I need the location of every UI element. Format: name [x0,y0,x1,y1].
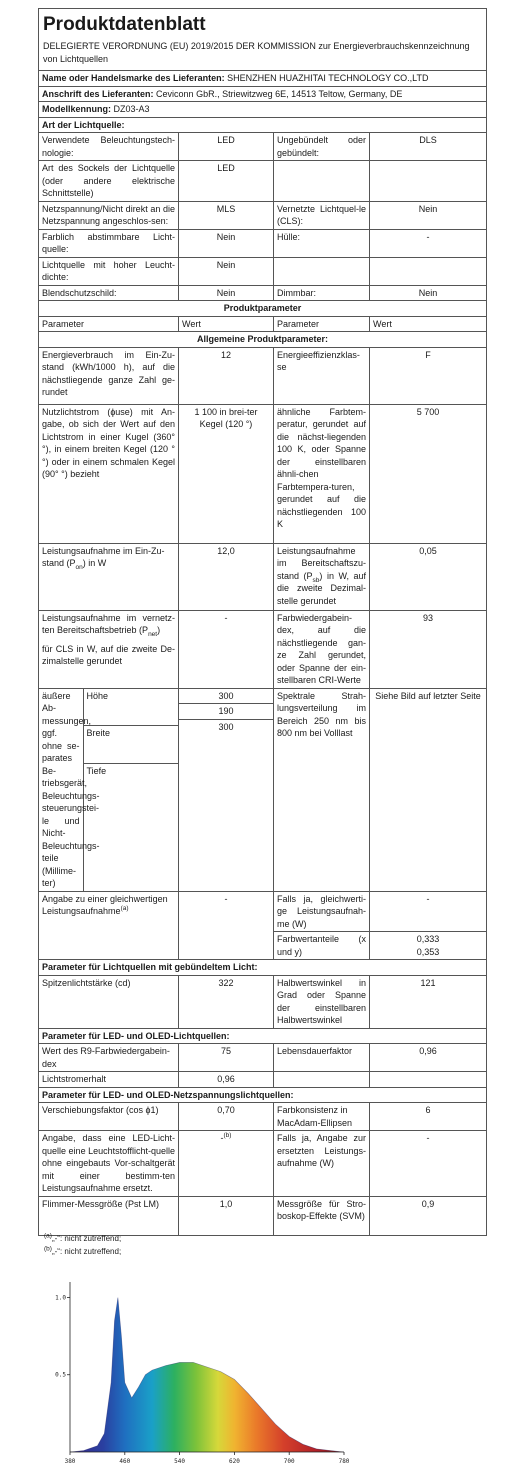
dimension-depth-label: Tiefe [86,765,107,776]
standby-power-value: 0,05 [370,543,487,610]
networked-standby-text: Leistungsaufnahme im vernetz-ten Bereitschaftsbetrieb (P [42,612,175,635]
flux-maintenance-label: Lichtstromerhalt [39,1072,179,1088]
networked-standby-subscript: net [148,630,158,638]
type-value: MLS [179,201,274,229]
value-column-header: Wert [179,316,274,332]
empty-cell [370,1072,487,1088]
type-value: LED [179,161,274,202]
replacement-value [179,1131,274,1197]
type-value: Nein [179,285,274,301]
type-label: Vernetzte Lichtquel-le (CLS): [274,201,370,229]
on-mode-power-subscript: on [75,563,83,571]
param-column-header: Parameter [39,316,179,332]
footnote-a [44,1232,121,1245]
type-label: Blendschutzschild: [39,285,179,301]
r9-value: 75 [179,1044,274,1072]
supplier-name-value: SHENZHEN HUAZHITAI TECHNOLOGY CO.,LTD [227,73,429,83]
energy-consumption-label: Energieverbrauch im Ein-Zu-stand (kWh/1000 h), auf die nächstliegende ganze Zahl ge-rundet [39,347,179,404]
lifetime-factor-label: Lebensdauerfaktor [274,1044,370,1072]
product-datasheet [38,8,486,1236]
replaced-power-value: - [370,1131,487,1197]
luminous-flux-value: 1 100 in brei-ter Kegel (120 °) [179,404,274,543]
power-row [39,543,487,610]
supplier-address-label: Anschrift des Lieferanten: [42,88,154,99]
x-tick-label: 700 [283,1458,295,1465]
displacement-factor-label: Verschiebungsfaktor (cos ɸ1) [39,1103,179,1131]
dimensions-cell [39,688,179,891]
led-heading: Parameter für LED- und OLED-Lichtquellen: [39,1028,487,1044]
equivalent-power-w-label: Falls ja, gleichwerti-ge Leistungsaufnah-me (W) [274,891,370,932]
on-mode-power-unit: ) in W [82,558,107,568]
efficiency-class-label: Energieeffizienzklas-se [274,347,370,404]
dimension-height-value: 300 [179,689,273,704]
chromaticity-value [370,932,487,960]
color-consistency-value: 6 [370,1103,487,1131]
y-tick-label: 0.5 [55,1371,66,1379]
empty-cell [274,1072,370,1088]
type-row [39,285,487,301]
on-mode-power-value: 12,0 [179,543,274,610]
type-label: Netzspannung/Nicht direkt an die Netzspannung angeschlos-sen: [39,201,179,229]
supplier-address-value: Ceviconn GbR., Striewitzweg 6E, 14513 Teltow, Germany, DE [156,88,403,99]
stroboscopic-label: Messgröße für Stro-boskop-Effekte (SVM) [274,1196,370,1235]
spectral-distribution-label: Spektrale Strah-lungsverteilung im Bereich 250 nm bis 800 nm bei Volllast [274,688,370,891]
x-tick-label: 460 [119,1458,131,1465]
model-label: Modellkennung: [42,104,111,114]
equivalent-power-value: - [179,891,274,960]
page-title: Produktdatenblatt [39,9,487,39]
x-tick-label: 540 [174,1458,186,1465]
dimension-height-label: Höhe [83,689,178,726]
flicker-value: 1,0 [179,1196,274,1235]
type-value [370,257,487,285]
dimensions-table [39,689,178,891]
spectral-distribution-value: Siehe Bild auf letzter Seite [370,688,487,891]
led-row [39,1072,487,1088]
type-label: Dimmbar: [274,285,370,301]
footnote-a-marker: (a) [120,905,129,912]
type-value: Nein [179,257,274,285]
type-value: LED [179,133,274,161]
chromaticity-x: 0,333 [416,934,440,944]
dimension-depth-value: 300 [218,721,234,732]
replaced-power-label: Falls ja, Angabe zur ersetzten Leistungs-aufnahme (W) [274,1131,370,1197]
param-column-header: Parameter [274,316,370,332]
dimensions-row [39,688,487,891]
type-value: DLS [370,133,487,161]
directional-row [39,975,487,1028]
equivalent-power-label [39,891,179,960]
replacement-dash: - [220,1133,224,1143]
flicker-label: Flimmer-Messgröße (Pst LM) [39,1196,179,1235]
standby-power-label [274,543,370,610]
cri-label: Farbwiedergabein-dex, auf die nächstliegende gan-ze Zahl gerundet, oder Spanne der ein-stellbaren CRI-Werte [274,610,370,688]
dimensions-label: äußere Ab-messungen, ggf. ohne se-parates Be-triebsgerät, Beleuchtungs-steuerungstei-le und Nicht-Beleuchtungs-teile (Millime-ter) [39,689,83,891]
type-row [39,161,487,202]
column-header-row [39,316,487,332]
value-column-header: Wert [370,316,487,332]
peak-intensity-value: 322 [179,975,274,1028]
stroboscopic-value: 0,9 [370,1196,487,1235]
standby-power-text: Leistungsaufnahme im Bereitschaftszu-stand (P [277,545,366,581]
equivalent-power-text: Angabe zu einer gleichwertigen Leistungsaufnahme [42,893,168,916]
light-source-section-heading: Art der Lichtquelle: [39,117,487,133]
type-label: Hülle: [274,229,370,257]
peak-intensity-label: Spitzenlichtstärke (cd) [39,975,179,1028]
footnote-b-text: „-“: nicht zutreffend; [51,1247,122,1256]
model-value: DZ03-A3 [113,104,150,114]
type-value: Nein [370,201,487,229]
energy-consumption-value: 12 [179,347,274,404]
replacement-label: Angabe, dass eine LED-Licht-quelle eine Leuchtstofflicht-quelle ohne eingebauts Vor-schaltgerät mit einer bestimm-ten Leistungsaufnahme ersetzt. [39,1131,179,1197]
energy-row [39,347,487,404]
beam-angle-value: 121 [370,975,487,1028]
footnote-a-mark: (a) [44,1232,52,1240]
networked-standby-label [39,610,179,688]
chromaticity-y: 0,353 [416,946,440,957]
type-row [39,257,487,285]
luminous-flux-row [39,404,487,543]
r9-label: Wert des R9-Farbwiedergabein-dex [39,1044,179,1072]
type-value: Nein [179,229,274,257]
supplier-name-row [39,71,487,87]
type-label: Farblich abstimmbare Licht-quelle: [39,229,179,257]
directional-heading: Parameter für Lichtquellen mit gebündeltem Licht: [39,960,487,976]
supplier-name-label: Name oder Handelsmarke des Lieferanten: [42,73,225,83]
type-row [39,133,487,161]
footnote-b [44,1245,121,1258]
type-row [39,201,487,229]
lifetime-factor-value: 0,96 [370,1044,487,1072]
flux-maintenance-value: 0,96 [179,1072,274,1088]
on-mode-power-label [39,543,179,610]
x-tick-label: 780 [338,1458,350,1465]
mains-row [39,1131,487,1197]
dimension-width-value: 190 [179,704,273,720]
supplier-address-row [39,86,487,102]
footnote-b-mark: (b) [44,1245,52,1253]
networked-standby-close: ) [157,625,161,635]
type-row [39,229,487,257]
color-temperature-value: 5 700 [370,404,487,543]
type-label [274,161,370,202]
footnotes [44,1232,121,1258]
networked-standby-row [39,610,487,688]
displacement-factor-value: 0,70 [179,1103,274,1131]
equivalent-power-w-value: - [370,891,487,932]
datasheet-table [38,8,487,1236]
dimension-values-table [179,689,273,847]
dimension-values-cell [179,688,274,891]
equivalent-power-row [39,891,487,932]
general-params-heading: Allgemeine Produktparameter: [39,332,487,348]
footnote-b-marker: (b) [223,1132,232,1139]
model-row [39,102,487,118]
chromaticity-label: Farbwertanteile (x und y) [274,932,370,960]
type-label: Verwendete Beleuchtungstech-nologie: [39,133,179,161]
regulation-subtitle: DELEGIERTE VERORDNUNG (EU) 2019/2015 DER KOMMISSION zur Energieverbrauchskennzeichnung von Lichtquellen [39,38,487,71]
standby-power-subscript: sb [312,576,320,584]
luminous-flux-label: Nutzlichtstrom (ɸuse) mit An-gabe, ob sich der Wert auf den Lichtstrom in einer Kugel (360° °), in einem breiten Kegel (120 °°) oder in einem schmalen Kegel (90° °) bezieht [39,404,179,543]
color-consistency-label: Farbkonsistenz in MacAdam-Ellipsen [274,1103,370,1131]
type-label [274,257,370,285]
dimension-width-label: Breite [83,725,178,763]
y-tick-label: 1.0 [55,1294,66,1302]
color-temperature-label: ähnliche Farbtem-peratur, gerundet auf die nächst-liegenden 100 K, oder Spanne der einstellbaren ähnli-chen Farbtempera-turen, gerundet auf die nächstliegenden 100 K [274,404,370,543]
type-value: Nein [370,285,487,301]
led-row [39,1044,487,1072]
efficiency-class-value: F [370,347,487,404]
networked-standby-note: für CLS in W, auf die zweite De-zimalstelle gerundet [42,643,175,666]
beam-angle-label: Halbwertswinkel in Grad oder Spanne der einstellbaren Halbwertswinkel [274,975,370,1028]
type-label: Ungebündelt oder gebündelt: [274,133,370,161]
type-value [370,161,487,202]
networked-standby-value: - [179,610,274,688]
mains-row [39,1196,487,1235]
mains-heading: Parameter für LED- und OLED-Netzspannungslichtquellen: [39,1087,487,1103]
type-value: - [370,229,487,257]
x-tick-label: 620 [228,1458,240,1465]
x-tick-label: 380 [64,1458,76,1465]
type-label: Lichtquelle mit hoher Leucht-dichte: [39,257,179,285]
on-mode-power-text: Leistungsaufnahme im Ein-Zu-stand (P [42,545,165,568]
mains-row [39,1103,487,1131]
spectral-distribution-chart [52,1276,352,1466]
standby-power-rest: ) in W, auf die zweite Dezimal-stelle gerundet [277,570,366,606]
product-params-heading: Produktparameter [39,301,487,317]
type-label: Art des Sockels der Lichtquelle (oder andere elektrische Schnittstelle) [39,161,179,202]
footnote-a-text: „-“: nicht zutreffend; [51,1234,122,1243]
cri-value: 93 [370,610,487,688]
